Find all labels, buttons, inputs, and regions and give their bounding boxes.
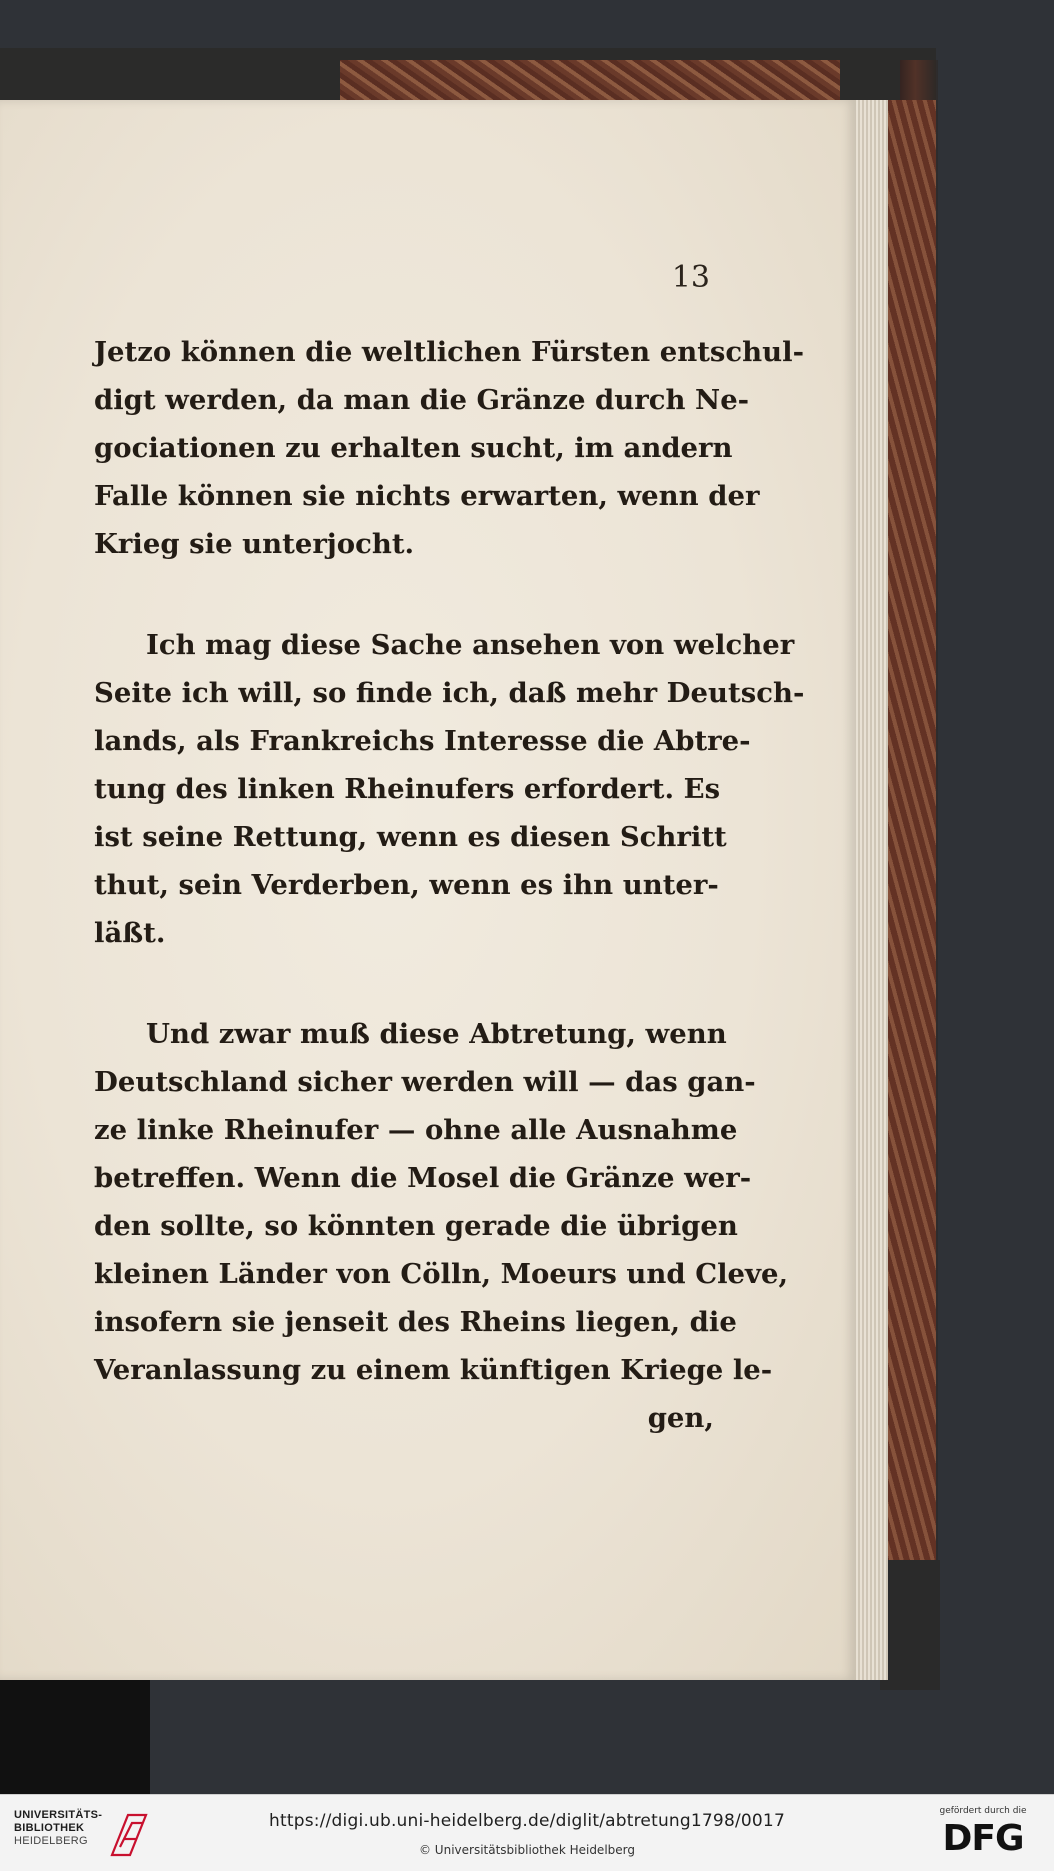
text-line: den sollte, so könnten gerade die übrigen (94, 1210, 738, 1242)
paragraph (94, 328, 804, 568)
paragraph (94, 621, 805, 957)
book-page (0, 100, 856, 1680)
permalink-url[interactable]: https://digi.ub.uni-heidelberg.de/diglit/abtretung1798/0017 (269, 1811, 785, 1831)
text-line: thut, sein Verderben, wenn es ihn unter- (94, 869, 719, 901)
text-line: Deutschland sicher werden will — das gan- (94, 1066, 756, 1098)
marbled-cover-right (880, 100, 936, 1680)
funder-block[interactable] (928, 1805, 1038, 1861)
text-line: kleinen Länder von Cölln, Moeurs und Cleve, (94, 1258, 789, 1290)
text-line: tung des linken Rheinufers erfordert. Es (94, 773, 721, 805)
book-cover-corner (880, 1560, 940, 1690)
text-line: Seite ich will, so finde ich, daß mehr Deutsch- (94, 677, 805, 709)
text-line: Ich mag diese Sache ansehen von welcher (146, 629, 795, 661)
copyright-notice: © Universitätsbibliothek Heidelberg (418, 1843, 635, 1857)
library-name-line: UNIVERSITÄTS- (14, 1809, 103, 1821)
text-line: betreffen. Wenn die Mosel die Gränze wer- (94, 1162, 752, 1194)
dfg-logo: DFG (942, 1818, 1024, 1859)
funded-by-label: gefördert durch die (939, 1806, 1027, 1816)
page-number: 13 (671, 260, 710, 295)
text-line: insofern sie jenseit des Rheins liegen, die (94, 1306, 737, 1338)
text-line: läßt. (94, 917, 166, 949)
text-line: digt werden, da man die Gränze durch Ne- (94, 384, 750, 416)
library-name-line: BIBLIOTHEK (14, 1822, 85, 1834)
viewer-footer (0, 1794, 1054, 1871)
text-block (94, 328, 805, 1442)
text-line: Veranlassung zu einem künftigen Kriege le- (94, 1354, 773, 1386)
text-line: Krieg sie unterjocht. (94, 528, 415, 560)
text-line: ze linke Rheinufer — ohne alle Ausnahme (94, 1114, 738, 1146)
text-line: gociationen zu erhalten sucht, im andern (94, 432, 733, 464)
library-name-line: HEIDELBERG (14, 1835, 88, 1847)
text-line: ist seine Rettung, wenn es diesen Schritt (94, 821, 727, 853)
text-line: Und zwar muß diese Abtretung, wenn (146, 1018, 727, 1050)
paragraph (94, 1010, 789, 1394)
text-line: Jetzo können die weltlichen Fürsten entschul- (94, 336, 804, 368)
text-line: lands, als Frankreichs Interesse die Abtre- (94, 725, 751, 757)
text-line: Falle können sie nichts erwarten, wenn der (94, 480, 760, 512)
catchword: gen, (647, 1402, 714, 1434)
